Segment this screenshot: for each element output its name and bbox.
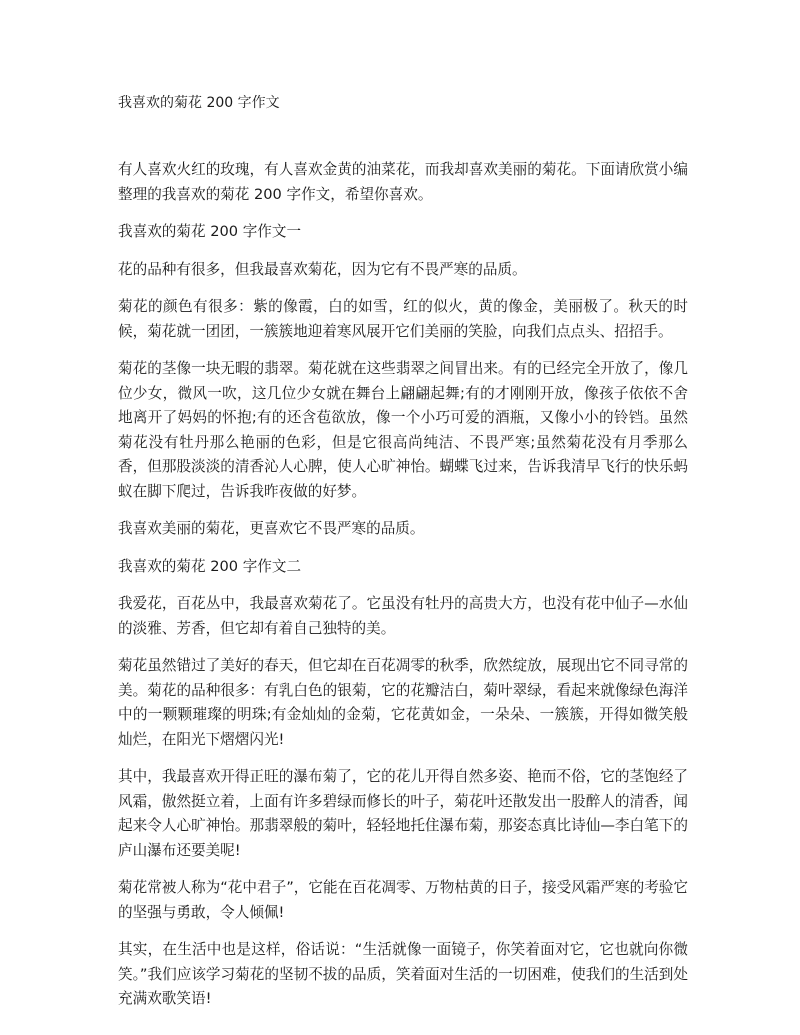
document-title: 我喜欢的菊花 200 字作文 (118, 95, 280, 111)
paragraph: 其实，在生活中也是这样，俗话说：“生活就像一面镜子，你笑着面对它，它也就向你微笑。”我们应该学习菊花的坚韧不拔的品质，笑着面对生活的一切困难，使我们的生活到处充满欢歌笑语! (118, 941, 688, 1007)
document-body (118, 158, 688, 1025)
section-heading: 我喜欢的菊花 200 字作文一 (118, 223, 302, 240)
paragraph: 菊花的颜色有很多：紫的像霞，白的如雪，红的似火，黄的像金，美丽极了。秋天的时候，菊花就一团团，一簇簇地迎着寒风展开它们美丽的笑脸，向我们点点头、招招手。 (118, 298, 688, 340)
paragraph: 菊花虽然错过了美好的春天，但它却在百花凋零的秋季，欣然绽放，展现出它不同寻常的美。菊花的品种很多：有乳白色的银菊，它的花瓣洁白，菊叶翠绿，看起来就像绿色海洋中的一颗颗璀璨的明珠;有金灿灿的金菊，它花黄如金，一朵朵、一簇簇，开得如微笑般灿烂，在阳光下熠熠闪光! (118, 657, 688, 748)
paragraph: 我爱花，百花丛中，我最喜欢菊花了。它虽没有牡丹的高贵大方，也没有花中仙子—水仙的淡雅、芳香，但它却有着自己独特的美。 (118, 595, 688, 637)
paragraph: 有人喜欢火红的玫瑰，有人喜欢金黄的油菜花，而我却喜欢美丽的菊花。下面请欣赏小编整理的我喜欢的菊花 200 字作文，希望你喜欢。 (118, 161, 688, 203)
paragraph: 菊花常被人称为“花中君子”，它能在百花凋零、万物枯黄的日子，接受风霜严寒的考验它的坚强与勇敢，令人倾佩! (118, 879, 688, 921)
paragraph: 花的品种有很多，但我最喜欢菊花，因为它有不畏严寒的品质。 (118, 260, 527, 278)
paragraph: 我喜欢美丽的菊花，更喜欢它不畏严寒的品质。 (118, 520, 425, 537)
paragraph: 菊花的茎像一块无暇的翡翠。菊花就在这些翡翠之间冒出来。有的已经完全开放了，像几位少女，微风一吹，这几位少女就在舞台上翩翩起舞;有的才刚刚开放，像孩子依依不舍地离开了妈妈的怀抱;有的还含苞欲放，像一个小巧可爱的酒瓶，又像小小的铃铛。虽然菊花没有牡丹那么艳丽的色彩，但是它很高尚纯洁、不畏严寒;虽然菊花没有月季那么香，但那股淡淡的清香沁人心脾，使人心旷神怡。蝴蝶飞过来，告诉我清早飞行的快乐蚂蚁在脚下爬过，告诉我昨夜做的好梦。 (118, 360, 688, 500)
paragraph: 其中，我最喜欢开得正旺的瀑布菊了，它的花儿开得自然多姿、艳而不俗，它的茎饱经了风霜，傲然挺立着，上面有许多碧绿而修长的叶子，菊花叶还散发出一股醉人的清香，闻起来令人心旷神怡。那翡翠般的菊叶，轻轻地托住瀑布菊，那姿态真比诗仙—李白笔下的庐山瀑布还要美呢! (118, 768, 688, 859)
section-heading: 我喜欢的菊花 200 字作文二 (118, 557, 302, 575)
